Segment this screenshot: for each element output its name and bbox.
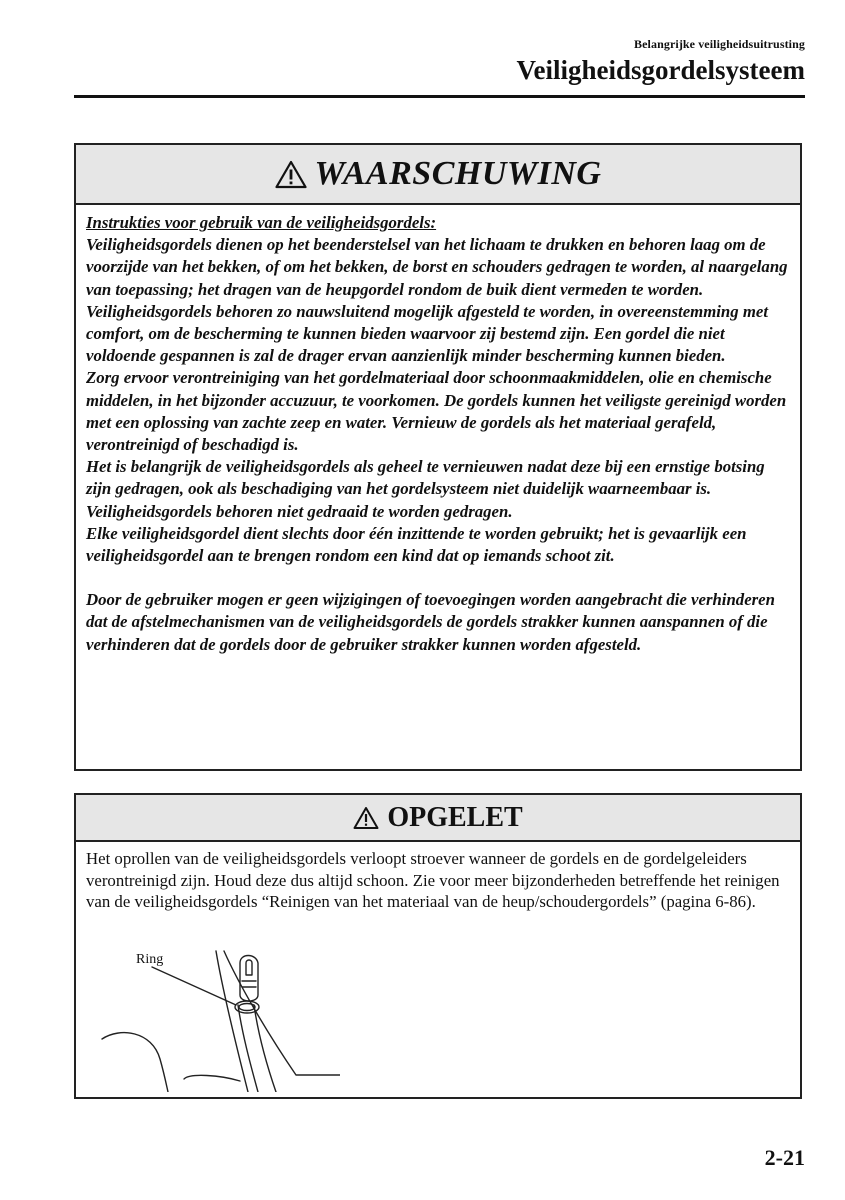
warning-box [74, 143, 802, 771]
warning-triangle-icon [275, 160, 307, 189]
warning-paragraph: Het is belangrijk de veiligheidsgordels als geheel te vernieuwen nadat deze bij een ernstige botsing zijn gedragen, ook als beschadiging van het gordelsysteem niet duidelijk waarneembaar is. [86, 457, 765, 499]
caution-triangle-icon [353, 806, 379, 830]
warning-title: WAARSCHUWING [314, 155, 602, 192]
warning-body [76, 205, 800, 656]
caution-box [74, 793, 802, 1099]
warning-paragraph: Veiligheidsgordels dienen op het beenderstelsel van het lichaam te drukken en behoren laag om de voorzijde van het bekken, of om het bekken, de borst en schouders gedragen te worden, al naargelang van toepassing; het dragen van de heupgordel rondom de buik dient vermeden te worden. [86, 235, 788, 299]
warning-paragraph: Veiligheidsgordels behoren zo nauwsluitend mogelijk afgesteld te worden, in overeenstemming met comfort, om de bescherming te kunnen bieden waarvoor zij bestemd zijn. Een gordel die niet voldoende gespannen is zal de drager ervan aanzienlijk minder bescherming kunnen bieden. [86, 301, 768, 366]
warning-paragraph: Zorg ervoor verontreiniging van het gordelmateriaal door schoonmaakmiddelen, olie en chemische middelen, in het bijzonder accuzuur, te voorkomen. De gordels kunnen het veiligste gereinigd worden met een oplossing van zachte zeep en water. Vernieuw de gordels als het materiaal gerafeld, verontreinigd of beschadigd is. [86, 368, 787, 455]
warning-heading: Instrukties voor gebruik van de veiligheidsgordels: [86, 213, 437, 232]
paragraph-spacer [86, 567, 790, 589]
illustration-ring-label: Ring [136, 952, 164, 967]
caution-header [76, 795, 800, 842]
section-label: Belangrijke veiligheidsuitrusting [634, 37, 805, 51]
warning-paragraph: Veiligheidsgordels behoren niet gedraaid te worden gedragen. [86, 501, 513, 521]
seatbelt-ring-drawing [100, 947, 340, 1092]
caution-text: Het oprollen van de veiligheidsgordels verloopt stroever wanneer de gordels en de gordelgeleiders verontreinigd zijn. Houd deze dus altijd schoon. Zie voor meer bijzonderheden betreffende het reinigen van de veiligheidsgordels “Reinigen van het materiaal van de heup/schoudergordels” (pagina 6-86). [86, 849, 780, 912]
warning-paragraph: Door de gebruiker mogen er geen wijzigingen of toevoegingen worden aangebracht die verhinderen dat de afstelmechanismen van de veiligheidsgordels de gordels strakker kunnen aanspannen of die verhinderen dat de gordels door de gebruiker strakker kunnen worden afgesteld. [86, 590, 775, 654]
header-divider [74, 95, 805, 98]
caution-title: OPGELET [387, 801, 523, 833]
page-number: 2-21 [764, 1145, 805, 1170]
warning-paragraph: Elke veiligheidsgordel dient slechts door één inzittende te worden gebruikt; het is gevaarlijk een veiligheidsgordel aan te brengen rondom een kind dat op iemands schoot zit. [86, 523, 747, 566]
page-title: Veiligheidsgordelsysteem [516, 55, 805, 85]
seatbelt-ring-illustration [100, 947, 340, 1092]
warning-header [76, 145, 800, 205]
